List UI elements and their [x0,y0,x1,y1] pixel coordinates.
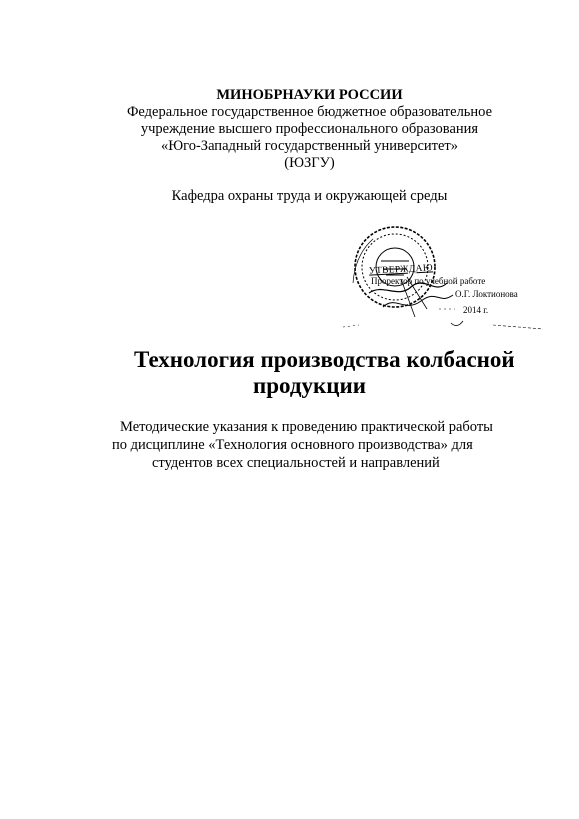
description-line-3: студентов всех специальностей и направлений [152,455,440,471]
organization-line-1: Федеральное государственное бюджетное образовательное [126,104,493,120]
organization-line-2: учреждение высшего профессионального образования [140,121,479,137]
description-line-2: по дисциплине «Технология основного производства» для [112,437,473,453]
approval-stamp [343,225,543,337]
document-title-line-1: Технология производства колбасной [134,347,515,372]
approval-year: 2014 г. [463,305,489,315]
document-title-line-2: продукции [253,373,367,398]
description-line-1: Методические указания к проведению практической работы [120,419,493,435]
approver-name: О.Г. Локтионова [455,289,518,299]
organization-line-3: «Юго-Западный государственный университет» [160,138,459,154]
approval-label: УТВЕРЖДАЮ [368,263,434,277]
approver-role: Проректор по учебной работе [371,276,486,286]
ministry-name: МИНОБРНАУКИ РОССИИ [216,87,403,103]
department-name: Кафедра охраны труда и окружающей среды [171,188,448,204]
organization-abbreviation: (ЮЗГУ) [284,155,335,171]
